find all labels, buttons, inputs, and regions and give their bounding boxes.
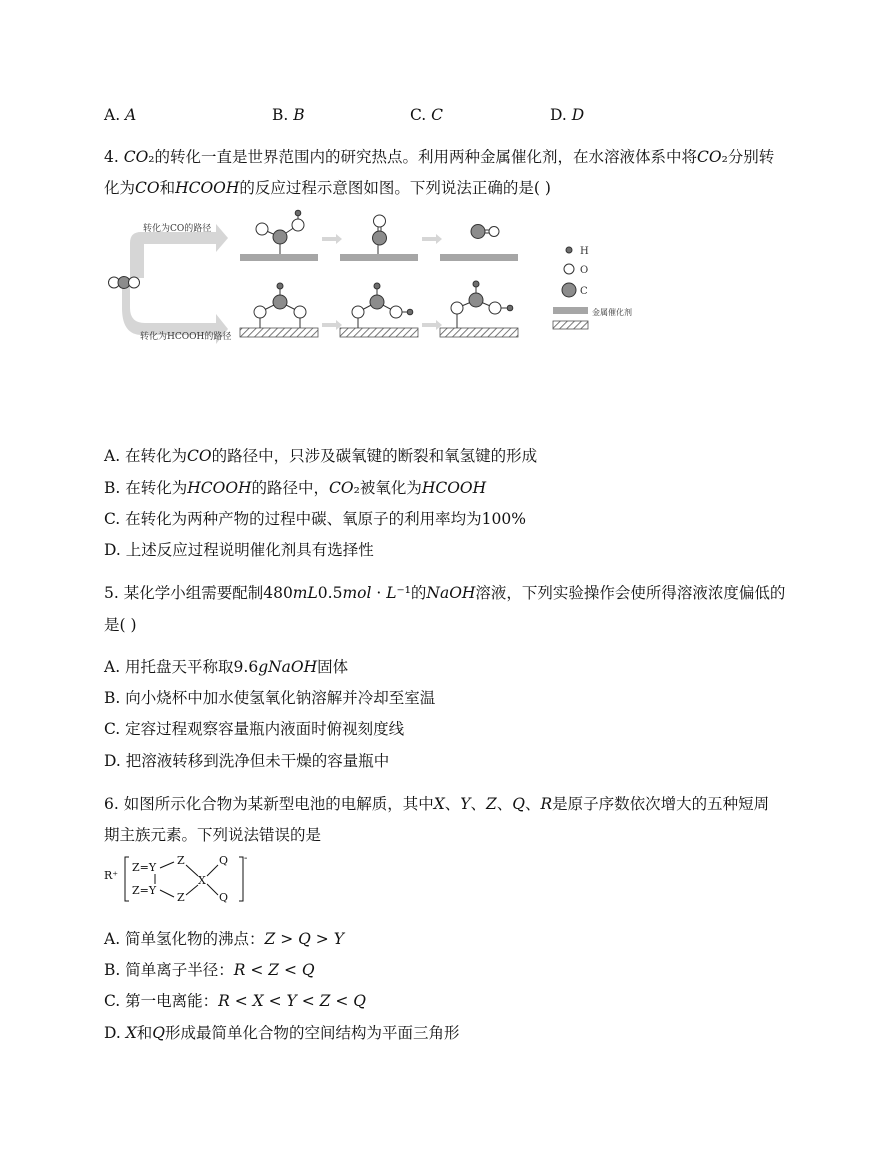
q4-option-c: C. 在转化为两种产物的过程中碳、氧原子的利用率均为100% [104, 510, 526, 528]
q3-options [104, 105, 804, 125]
lower-zy: Z=Y [132, 884, 157, 897]
route-hcooh-label: 转化为HCOOH的路径 [140, 332, 232, 342]
upper-q: Q [219, 854, 229, 867]
q5-stem-line1: 5. 某化学小组需要配制480𝑚𝐿0.5𝑚𝑜𝑙 · 𝐿⁻¹的𝑁𝑎𝑂𝐻溶液，下列实验操作会使所得溶液浓度偏低的 [104, 584, 786, 602]
q4-stem-line2: 化为𝐶𝑂和𝐻𝐶𝑂𝑂𝐻的反应过程示意图如图。下列说法正确的是( ) [104, 179, 551, 197]
q4-option-d: D. 上述反应过程说明催化剂具有选择性 [104, 541, 374, 559]
legend-c: C [580, 286, 588, 297]
q3-option-d: D. 𝐷 [550, 106, 585, 124]
anion-charge: - [244, 853, 248, 864]
q6-option-c: C. 第一电离能：𝑅 < 𝑋 < 𝑌 < 𝑍 < 𝑄 [104, 992, 366, 1010]
legend-o: O [580, 265, 589, 276]
q3-option-a: A. 𝐴 [104, 106, 137, 124]
q5-option-a: A. 用托盘天平称取9.6𝑔𝑁𝑎𝑂𝐻固体 [104, 658, 349, 676]
legend-catalyst: 金属催化剂 [592, 308, 632, 317]
lower-q: Q [219, 891, 229, 904]
lower-z: Z [177, 891, 185, 904]
q3-option-c: C. 𝐶 [410, 106, 444, 124]
q6-stem-line2: 期主族元素。下列说法错误的是 [104, 826, 322, 844]
upper-z: Z [177, 854, 185, 867]
center-x: X [198, 874, 206, 887]
q4-stem-line1: 4. 𝐶𝑂₂的转化一直是世界范围内的研究热点。利用两种金属催化剂，在水溶液体系中将𝐶𝑂₂分别转 [104, 148, 775, 166]
co2-conversion-figure [100, 208, 660, 348]
q6-stem-line1: 6. 如图所示化合物为某新型电池的电解质，其中𝑋、𝑌、𝑍、𝑄、𝑅是原子序数依次增大的五种短周 [104, 795, 770, 813]
q5-stem-line2: 是( ) [104, 616, 137, 634]
q5-option-d: D. 把溶液转移到洗净但未干燥的容量瓶中 [104, 752, 390, 770]
route-co-label: 转化为CO的路径 [143, 224, 212, 234]
co2-molecule [109, 277, 140, 289]
q5-option-b: B. 向小烧杯中加水使氢氧化钠溶解并冷却至室温 [104, 689, 436, 707]
legend-h: H [580, 246, 589, 257]
q5-option-c: C. 定容过程观察容量瓶内液面时俯视刻度线 [104, 720, 405, 738]
q3-option-b: B. 𝐵 [272, 106, 305, 124]
electrolyte-structure [104, 851, 264, 911]
q6-option-a: A. 简单氢化物的沸点：𝑍 > 𝑄 > 𝑌 [104, 930, 344, 948]
q4-option-b: B. 在转化为𝐻𝐶𝑂𝑂𝐻的路径中，𝐶𝑂₂被氧化为𝐻𝐶𝑂𝑂𝐻 [104, 479, 487, 497]
cation-r: R⁺ [104, 869, 119, 882]
upper-zy: Z=Y [132, 861, 157, 874]
q6-option-d: D. 𝑋和𝑄形成最简单化合物的空间结构为平面三角形 [104, 1024, 460, 1042]
q4-option-a: A. 在转化为𝐶𝑂的路径中，只涉及碳氧键的断裂和氧氢键的形成 [104, 447, 538, 465]
figure-legend [553, 246, 632, 329]
q6-option-b: B. 简单离子半径：𝑅 < 𝑍 < 𝑄 [104, 961, 315, 979]
